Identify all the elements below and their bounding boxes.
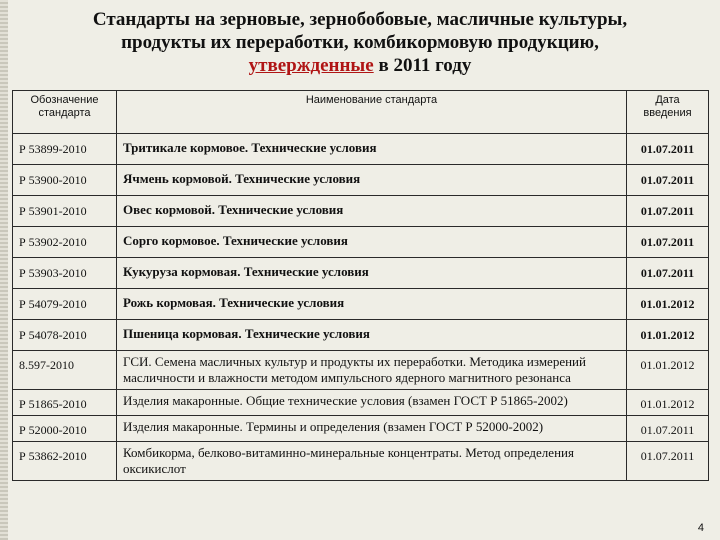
standard-date: 01.01.2012 [627, 289, 709, 320]
standard-date: 01.07.2011 [627, 134, 709, 165]
standard-code: Р 51865-2010 [13, 390, 117, 416]
standard-date: 01.01.2012 [627, 351, 709, 390]
standard-code: 8.597-2010 [13, 351, 117, 390]
standard-code: Р 53862-2010 [13, 442, 117, 481]
standard-name: Изделия макаронные. Термины и определения (взамен ГОСТ Р 52000-2002) [117, 416, 627, 442]
title-accent-word: утвержденные [248, 55, 374, 76]
standard-code: Р 53900-2010 [13, 165, 117, 196]
standard-name: Рожь кормовая. Технические условия [117, 289, 627, 320]
standard-code: Р 54078-2010 [13, 320, 117, 351]
standard-name: Кукуруза кормовая. Технические условия [117, 258, 627, 289]
table-row [13, 227, 709, 258]
standard-code: Р 54079-2010 [13, 289, 117, 320]
table-row [13, 258, 709, 289]
table-row [13, 351, 709, 390]
standard-name: Ячмень кормовой. Технические условия [117, 165, 627, 196]
standard-code: Р 53902-2010 [13, 227, 117, 258]
table-row [13, 320, 709, 351]
table-row [13, 390, 709, 416]
standard-date: 01.07.2011 [627, 227, 709, 258]
standard-date: 01.07.2011 [627, 196, 709, 227]
standard-date: 01.01.2012 [627, 390, 709, 416]
table-header-row [13, 91, 709, 134]
standard-name: Комбикорма, белково-витаминно-минеральные концентраты. Метод определения оксикислот [117, 442, 627, 481]
standard-date: 01.07.2011 [627, 258, 709, 289]
title-line-3-rest: в 2011 году [373, 55, 472, 76]
header-date: Дата введения [627, 91, 709, 134]
standard-date: 01.07.2011 [627, 165, 709, 196]
table-row [13, 134, 709, 165]
table-row [13, 416, 709, 442]
standard-date: 01.07.2011 [627, 442, 709, 481]
title-line-3 [40, 54, 680, 77]
table-row [13, 165, 709, 196]
header-name: Наименование стандарта [117, 91, 627, 134]
standards-table [12, 90, 709, 481]
decorative-left-strip [0, 0, 8, 540]
standard-name: Пшеница кормовая. Технические условия [117, 320, 627, 351]
header-code: Обозначение стандарта [13, 91, 117, 134]
standard-name: Изделия макаронные. Общие технические условия (взамен ГОСТ Р 51865-2002) [117, 390, 627, 416]
page-title [40, 8, 680, 77]
standard-code: Р 53901-2010 [13, 196, 117, 227]
standard-name: Овес кормовой. Технические условия [117, 196, 627, 227]
standard-code: Р 52000-2010 [13, 416, 117, 442]
table-row [13, 442, 709, 481]
standard-date: 01.07.2011 [627, 416, 709, 442]
table-row [13, 289, 709, 320]
standard-date: 01.01.2012 [627, 320, 709, 351]
standard-name: Сорго кормовое. Технические условия [117, 227, 627, 258]
standard-name: ГСИ. Семена масличных культур и продукты их переработки. Методика измерений масличности и влажности методом импульсного ядерного магнитного резонанса [117, 351, 627, 390]
standard-code: Р 53903-2010 [13, 258, 117, 289]
standard-name: Тритикале кормовое. Технические условия [117, 134, 627, 165]
standard-code: Р 53899-2010 [13, 134, 117, 165]
title-line-2: продукты их переработки, комбикормовую продукцию, [121, 32, 599, 53]
table-row [13, 196, 709, 227]
page-number: 4 [697, 522, 704, 534]
title-line-1: Стандарты на зерновые, зернобобовые, масличные культуры, [92, 9, 628, 30]
